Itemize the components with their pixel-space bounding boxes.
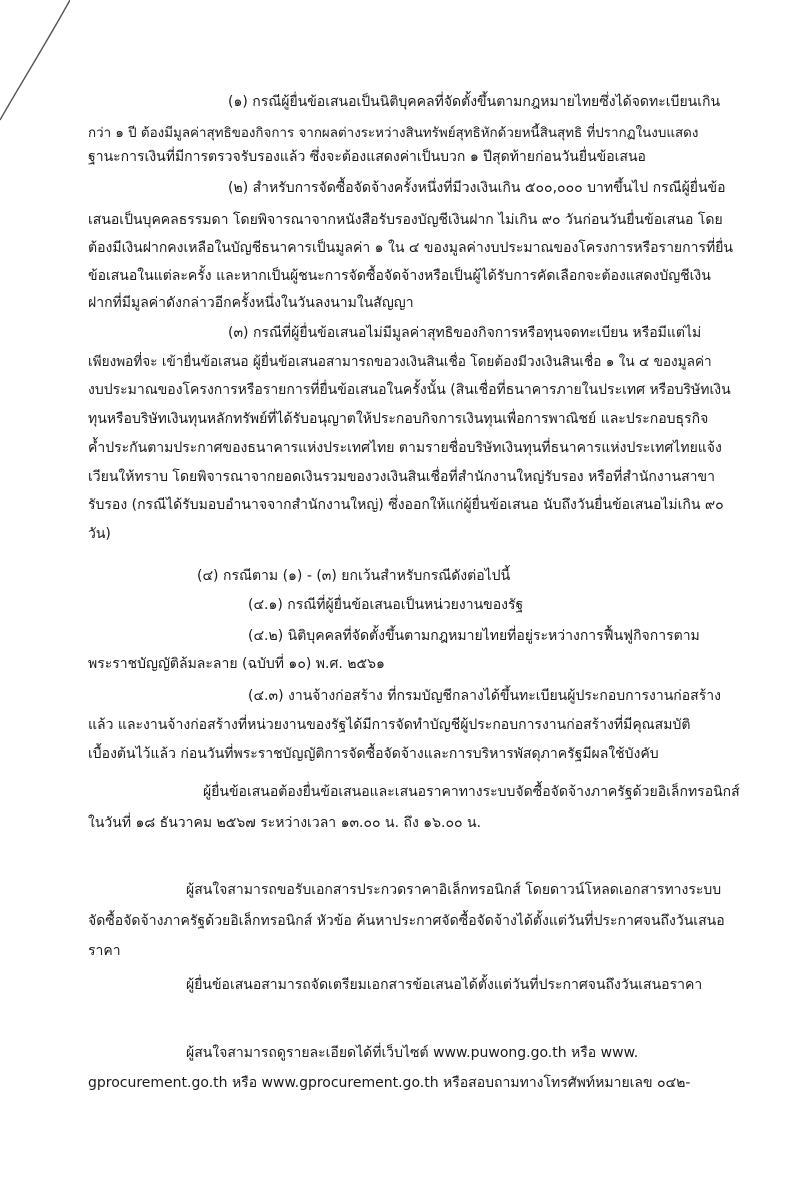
text-line: (๑) กรณีผู้ยื่นข้อเสนอเป็นนิติบุคคลที่จัดตั้งขึ้นตามกฎหมายไทยซึ่งได้จดทะเบียนเกิน: [228, 94, 721, 110]
text-line: ฝากที่มีมูลค่าดังกล่าวอีกครั้งหนึ่งในวันลงนามในสัญญา: [88, 295, 414, 311]
text-line: เสนอเป็นบุคคลธรรมดา โดยพิจารณาจากหนังสือรับรองบัญชีเงินฝาก ไม่เกิน ๙๐ วันก่อนวันยื่นข้อเสนอ โดย: [88, 212, 723, 228]
text-line: เพียงพอที่จะ เข้ายื่นข้อเสนอ ผู้ยื่นข้อเสนอสามารถขอวงเงินสินเชื่อ โดยต้องมีวงเงินสินเชื่อ ๑ ใน ๔ ของมูลค่า: [88, 354, 712, 370]
text-line: ข้อเสนอในแต่ละครั้ง และหากเป็นผู้ชนะการจัดซื้อจัดจ้างหรือเป็นผู้ได้รับการคัดเลือกจะต้องแสดงบัญชีเงิน: [88, 268, 711, 284]
text-line: (๒) สำหรับการจัดซื้อจัดจ้างครั้งหนึ่งที่มีวงเงินเกิน ๕๐๐,๐๐๐ บาทขึ้นไป กรณีผู้ยื่นข้อ: [228, 180, 726, 196]
text-line: (๓) กรณีที่ผู้ยื่นข้อเสนอไม่มีมูลค่าสุทธิของกิจการหรือทุนจดทะเบียน หรือมีแต่ไม่: [228, 325, 702, 341]
text-line: ต้องมีเงินฝากคงเหลือในบัญชีธนาคารเป็นมูลค่า ๑ ใน ๔ ของมูลค่างบประมาณของโครงการหรือรายการที่ยื่น: [88, 240, 733, 256]
text-line: (๔.๓) งานจ้างก่อสร้าง ที่กรมบัญชีกลางได้ขึ้นทะเบียนผู้ประกอบการงานก่อสร้าง: [248, 688, 721, 704]
text-line: ผู้สนใจสามารถขอรับเอกสารประกวดราคาอิเล็กทรอนิกส์ โดยดาวน์โหลดเอกสารทางระบบ: [186, 882, 722, 898]
text-line: (๔) กรณีตาม (๑) - (๓) ยกเว้นสำหรับกรณีดังต่อไปนี้: [197, 568, 511, 584]
text-line: ราคา: [88, 943, 121, 959]
text-line: งบประมาณของโครงการหรือรายการที่ยื่นข้อเสนอในครั้งนั้น (สินเชื่อที่ธนาคารภายในประเทศ หรือบริษัทเงิน: [88, 382, 731, 398]
text-line: gprocurement.go.th หรือ www.gprocurement.go.th หรือสอบถามทางโทรศัพท์หมายเลข ๐๔๒-: [88, 1075, 691, 1091]
text-line: (๔.๒) นิติบุคคลที่จัดตั้งขึ้นตามกฎหมายไทยที่อยู่ระหว่างการฟื้นฟูกิจการตาม: [248, 628, 700, 644]
text-line: ผู้ยื่นข้อเสนอสามารถจัดเตรียมเอกสารข้อเสนอได้ตั้งแต่วันที่ประกาศจนถึงวันเสนอราคา: [186, 977, 703, 993]
text-line: พระราชบัญญัติล้มละลาย (ฉบับที่ ๑๐) พ.ศ. ๒๕๖๑: [88, 656, 385, 672]
text-line: ในวันที่ ๑๘ ธันวาคม ๒๕๖๗ ระหว่างเวลา ๑๓.๐๐ น. ถึง ๑๖.๐๐ น.: [88, 815, 482, 831]
text-line: เวียนให้ทราบ โดยพิจารณาจากยอดเงินรวมของวงเงินสินเชื่อที่สำนักงานใหญ่รับรอง หรือที่สำนักงานสาขา: [88, 469, 715, 485]
text-line: รับรอง (กรณีได้รับมอบอำนาจจากสำนักงานใหญ่) ซึ่งออกให้แก่ผู้ยื่นข้อเสนอ นับถึงวันยื่นข้อเสนอไม่เกิน ๙๐: [88, 497, 724, 513]
corner-line-mark: [0, 0, 70, 140]
text-line: เบื้องต้นไว้แล้ว ก่อนวันที่พระราชบัญญัติการจัดซื้อจัดจ้างและการบริหารพัสดุภาครัฐมีผลใช้บังคับ: [88, 746, 659, 762]
text-line: ผู้ยื่นข้อเสนอต้องยื่นข้อเสนอและเสนอราคาทางระบบจัดซื้อจัดจ้างภาครัฐด้วยอิเล็กทรอนิกส์: [203, 784, 740, 800]
text-line: (๔.๑) กรณีที่ผู้ยื่นข้อเสนอเป็นหน่วยงานของรัฐ: [248, 597, 524, 613]
text-line: ผู้สนใจสามารถดูรายละเอียดได้ที่เว็บไซต์ www.puwong.go.th หรือ www.: [186, 1045, 639, 1061]
text-line: แล้ว และงานจ้างก่อสร้างที่หน่วยงานของรัฐได้มีการจัดทำบัญชีผู้ประกอบการงานก่อสร้างที่มีคุณสมบัติ: [88, 717, 691, 733]
text-line: ฐานะการเงินที่มีการตรวจรับรองแล้ว ซึ่งจะต้องแสดงค่าเป็นบวก ๑ ปีสุดท้ายก่อนวันยื่นข้อเสนอ: [88, 149, 646, 165]
text-line: ทุนหรือบริษัทเงินทุนหลักทรัพย์ที่ได้รับอนุญาตให้ประกอบกิจการเงินทุนเพื่อการพาณิชย์ และประกอบธุรกิจ: [88, 411, 709, 427]
text-line: ค้ำประกันตามประกาศของธนาคารแห่งประเทศไทย ตามรายชื่อบริษัทเงินทุนที่ธนาคารแห่งประเทศไทยแจ้ง: [88, 440, 722, 456]
text-line: จัดซื้อจัดจ้างภาครัฐด้วยอิเล็กทรอนิกส์ หัวข้อ ค้นหาประกาศจัดซื้อจัดจ้างได้ตั้งแต่วันที่ประกาศจนถึงวันเสนอ: [88, 913, 725, 929]
text-line: กว่า ๑ ปี ต้องมีมูลค่าสุทธิของกิจการ จากผลต่างระหว่างสินทรัพย์สุทธิหักด้วยหนี้สินสุทธิ ที่ปรากฏในงบแสดง: [88, 126, 699, 141]
text-line: วัน): [88, 526, 111, 542]
